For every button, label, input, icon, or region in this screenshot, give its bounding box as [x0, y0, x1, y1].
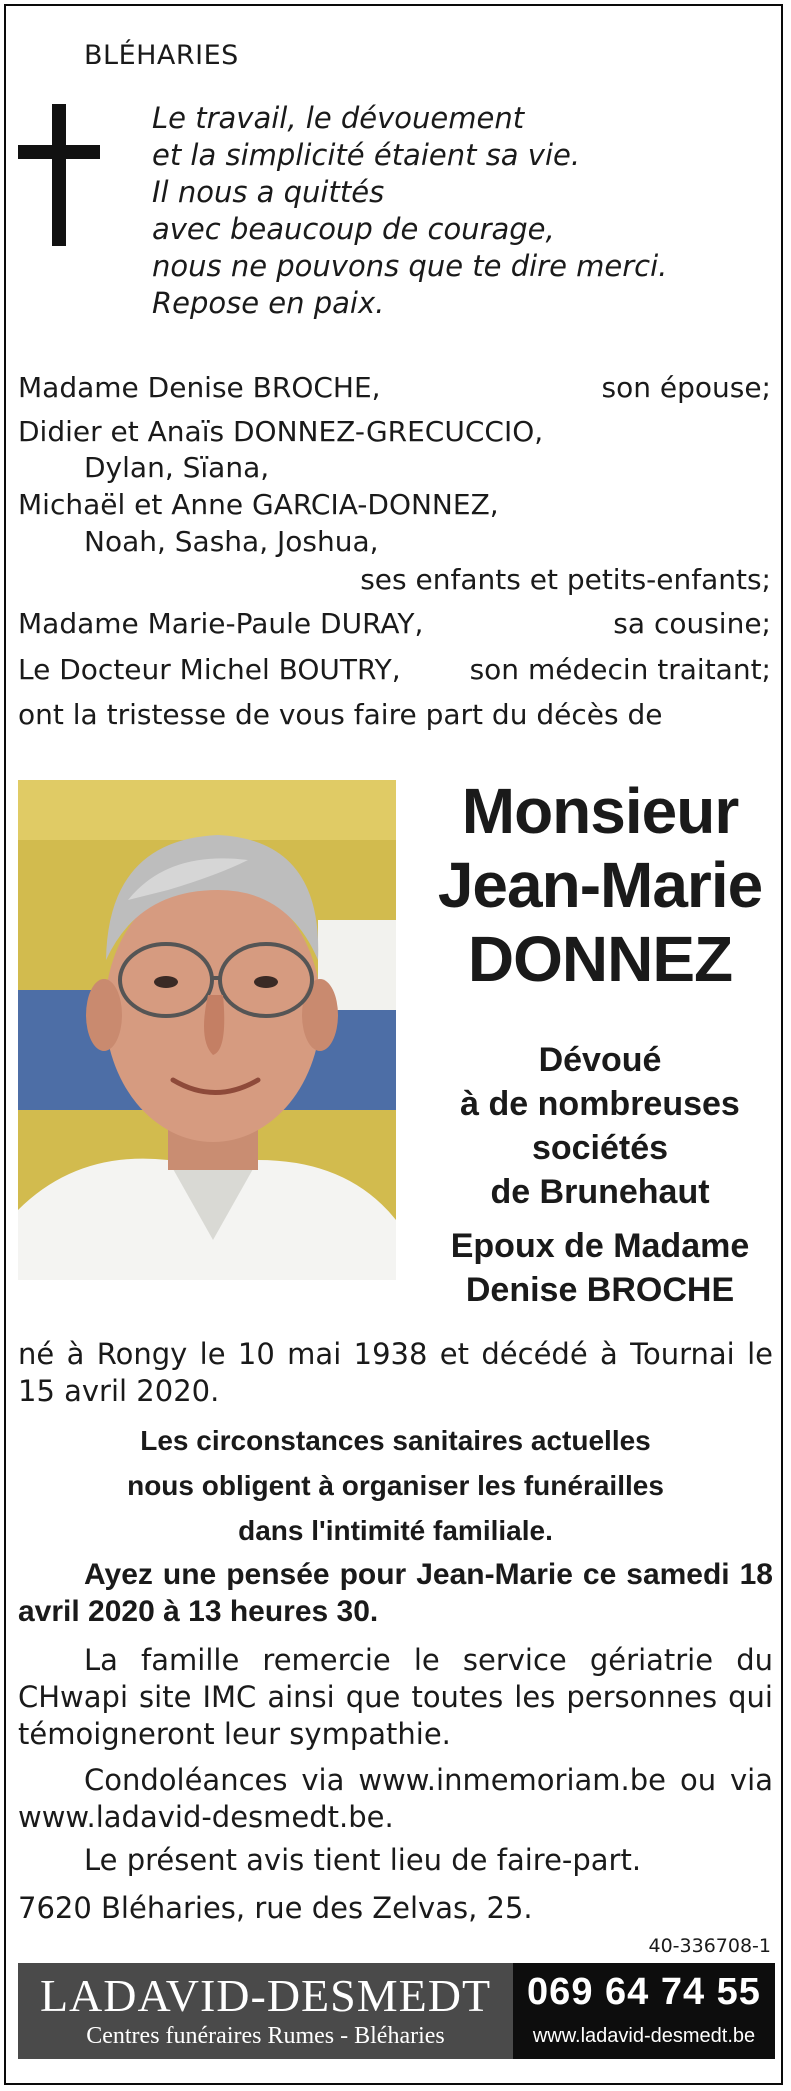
poem-line: Le travail, le dévouement	[152, 101, 525, 135]
child1-name: Didier et Anaïs DONNEZ-GRECUCCIO,	[18, 415, 544, 448]
spouse-role: son épouse;	[601, 371, 771, 404]
deceased-bio	[420, 1038, 780, 1214]
poem-line: Il nous a quittés	[152, 175, 385, 209]
circumstances-line: Les circonstances sanitaires actuelles	[140, 1425, 651, 1456]
reference-number: 40-336708-1	[648, 1935, 771, 1957]
bio-line: à de nombreuses	[460, 1085, 740, 1123]
portrait-illustration	[18, 780, 396, 1280]
poem-line: et la simplicité étaient sa vie.	[152, 138, 581, 172]
child2-name: Michaël et Anne GARCIA-DONNEZ,	[18, 488, 499, 521]
cross-icon-bar	[18, 145, 100, 159]
funeral-home-subtitle: Centres funéraires Rumes - Bléharies	[86, 2023, 445, 2049]
portrait-photo	[18, 780, 396, 1280]
doctor-role: son médecin traitant;	[469, 653, 771, 686]
phone-number: 069 64 74 55	[527, 1971, 761, 2013]
notice-text: Le présent avis tient lieu de faire-part.	[84, 1843, 642, 1877]
deceased-title: Monsieur	[461, 775, 739, 847]
thanks-text: La famille remercie le service gériatrie du CHwapi site IMC ainsi que toutes les personnes qui témoigneront leur sympathie.	[18, 1643, 773, 1751]
town-heading: BLÉHARIES	[84, 40, 239, 71]
grandchildren2-names: Noah, Sasha, Joshua,	[84, 525, 379, 558]
children-role: ses enfants et petits-enfants;	[360, 563, 771, 596]
deceased-last-name: DONNEZ	[467, 923, 733, 995]
cousin-name: Madame Marie-Paule DURAY,	[18, 607, 424, 640]
contact-banner	[513, 1963, 775, 2059]
cross-icon	[52, 104, 66, 246]
poem-line: avec beaucoup de courage,	[152, 212, 555, 246]
spouse-name: Madame Denise BROCHE,	[18, 371, 381, 404]
poem-line: nous ne pouvons que te dire merci.	[152, 249, 668, 283]
funeral-home-logo: LADAVID-DESMEDT	[39, 1970, 492, 2021]
grandchildren1-names: Dylan, Sïana,	[84, 451, 270, 484]
circumstances-notice	[18, 1418, 773, 1553]
website-link[interactable]: www.ladavid-desmedt.be	[532, 2025, 756, 2047]
thought-text: Ayez une pensée pour Jean-Marie ce samedi 18 avril 2020 à 13 heures 30.	[18, 1558, 773, 1628]
condolences-text: Condoléances via www.inmemoriam.be ou via www.ladavid-desmedt.be.	[18, 1763, 773, 1834]
bio-line: de Brunehaut	[490, 1173, 710, 1211]
doctor-name: Le Docteur Michel BOUTRY,	[18, 653, 401, 686]
bio-line: Dévoué	[538, 1041, 662, 1079]
cousin-role: sa cousine;	[613, 607, 771, 640]
poem	[152, 100, 667, 322]
address-text: 7620 Bléharies, rue des Zelvas, 25.	[18, 1891, 533, 1925]
spouse-line: Epoux de Madame	[450, 1227, 750, 1265]
deceased-first-name: Jean-Marie	[437, 849, 763, 921]
circumstances-line: nous obligent à organiser les funérailles	[127, 1470, 664, 1501]
bio-line: sociétés	[531, 1129, 669, 1167]
circumstances-line: dans l'intimité familiale.	[238, 1515, 553, 1546]
poem-line: Repose en paix.	[152, 286, 385, 320]
funeral-home-banner	[18, 1963, 513, 2059]
spouse-line: Denise BROCHE	[465, 1271, 735, 1309]
deceased-spouse	[420, 1224, 780, 1312]
birth-death-text: né à Rongy le 10 mai 1938 et décédé à Tournai le 15 avril 2020.	[18, 1337, 773, 1408]
deceased-name	[420, 774, 780, 996]
announcement-line: ont la tristesse de vous faire part du décès de	[18, 698, 663, 731]
